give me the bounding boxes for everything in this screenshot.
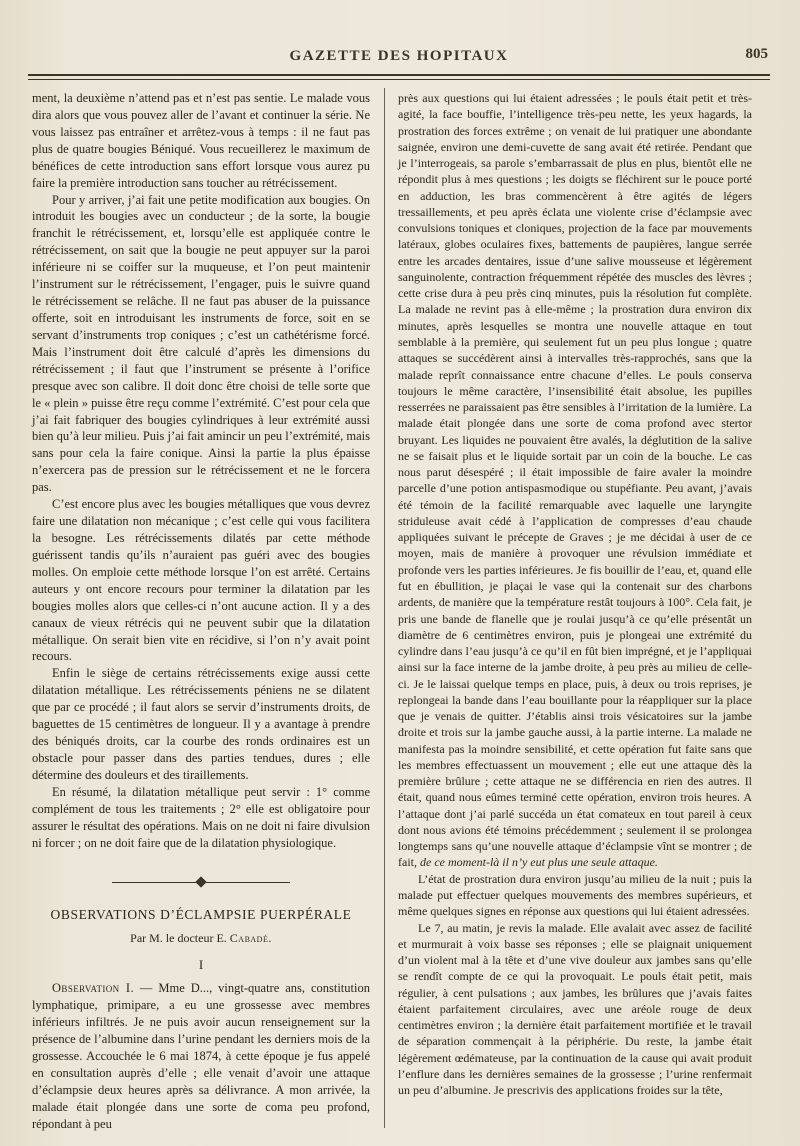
running-title: GAZETTE DES HOPITAUX [289,48,509,64]
right-paragraph-2: L’état de prostration dura environ jusqu’au milieu de la nuit ; puis la malade put effectuer quelques mouvements des membres supérieurs, et même quelques signes en réponse aux questions qui lui étaient adressées. [398,871,752,919]
left-paragraph-4: Enfin le siège de certains rétrécissements exige aussi cette dilatation métallique. Les rétrécissements péniens ne se dilatent que par ce procédé ; il faut alors se servir d’instruments droits, de baguettes de 15 centimètres de longueur. Il y a avantage à prendre des béniqués droits, car la courbe des ronds ordinaires est un obstacle pour passer dans des parties tendues, dures ; elle détermine des douleurs et des tiraillements. [32,666,370,782]
left-paragraph-3: C’est encore plus avec les bougies métalliques que vous devrez faire une dilatation non mécanique ; c’est celle qui vous facilitera la besogne. Les rétrécissements dilatés par cette méthode guérissent tandis qu’ils n’auraient pas guéri avec des bougies molles. On emploie cette méthode lorsque l’on est arrêté. Certains auteurs y ont encore recours pour terminer la dilatation par les bougies molles alors que celles-ci n’ont aucune action. Il y a des canaux de vieux rétrécis qui ne peuvent subir que la dilatation métallique. On serait bien vite en récidive, si l’on n’y avait point recours. [32,497,370,664]
section-title: OBSERVATIONS D’ÉCLAMPSIE PUERPÉRALE [50,907,352,923]
left-column [32,90,370,1133]
byline-author: Cabadé. [229,931,272,946]
right-paragraph-1-italic: de ce moment-là il n’y eut plus une seule attaque. [420,855,658,870]
left-paragraph-5: En résumé, la dilatation métallique peut servir : 1° comme complément de tous les traitements ; 2° elle est obligatoire pour assurer le résultat des opérations. Mais on ne doit ni faire divulsion ni forcer ; on ne doit faire que de la dilatation physiologique. [32,784,370,850]
byline-prefix: Par M. le docteur E. [130,931,227,946]
right-paragraph-1-text: près aux questions qui lui étaient adressées ; le pouls était petit et très-agité, la face bouffie, l’intelligence très-peu nette, les yeux hagards, la prostration des forces extrême ; on venait de lui pratiquer une abondante saignée, environ une demi-cuvette de sang avait été retirée. Pendant que je l’interrogeais, sa parole s’embarrassait de plus en plus, bientôt elle ne répondit plus à mes questions ; les doigts se fléchirent sur le pouce porté en adduction, les bras commencèrent à être agités de légers tressaillements, et peu après éclata une violente crise d’éclampsie avec convulsions toniques et cloniques, projection de la face par mouvements latéraux, globes oculaires fixes, battements de paupières, langue serrée entre les arcades dentaires, issue d’une salive mousseuse et légèrement sanguinolente, contraction fréquemment répétée des muscles des lèvres ; cette crise dura à peu près cinq minutes, puis la résolution fut complète. La malade ne revint pas à elle-même ; la prostration dura environ dix minutes, après lesquelles se montra une nouvelle attaque en tout semblable à la première, qui seulement fut un peu plus longue ; quatre attaques se succédèrent ainsi à intervalles très-rapprochés, sans que la malade reprît connaissance entre chacune d’elles. Le pouls conserva toujours le même caractère, l’insensibilité était absolue, les pupilles resserrées ne paraissaient pas être sensibles à l’irritation de la lumière. La malade était plongée dans une sorte de coma profond avec stertor bruyant. Les liquides ne pouvaient être avalés, la déglutition de la salive ne se faisait plus et le liquide sortait par un coin de la bouche. Le cas nous parut désespéré ; il était impossible de faire avaler la moindre parcelle d’une potion antispasmodique ou stupéfiante. Peu avant, j’avais été témoin de la facilité remarquable avec laquelle une laryngite striduleuse avait cédé à l’application de compresses d’eau chaude appliquées suivant le précepte de Graves ; je me décidai à user de ce moyen, mais de manière à provoquer une révulsion immédiate et profonde vers les parties inférieures. Je fis bouillir de l’eau, et, quand elle fut en ébullition, je plaçai le vase qui la contenait sur des charbons ardents, de manière que la température restât toujours à 100°. Cela fait, je pris une bande de flanelle que je roulai jusqu’à ce qu’elle présentât un diamètre de 6 centimètres environ, puis je plongeai une extrémité du cylindre dans l’eau jusqu’à ce qu’il en fût bien imprégné, et je l’appliquai ainsi sur la face interne de la jambe droite, à peu près au milieu de celle-ci. Je le laissai quelque temps en place, puis, à deux ou trois reprises, je replongeai la bande dans l’eau bouillante pour la réappliquer sur la place que je venais de quitter. J’établis ainsi trois vésicatoires sur la jambe droite et trois sur la jambe gauche aussi, à la partie interne. La malade ne manifesta pas la moindre sensibilité, et cette opération fut faite sans que les membres effectuassent un mouvement ; elle eut une attaque dès la première brûlure ; cette attaque ne se différencia en rien des autres. Il était, quand nous eûmes terminé cette opération, environ trois heures. A l’attaque dont j’ai parlé succéda un état comateux en tout pareil à ceux dont nous avions été témoins précédemment ; seulement il se prolongea longtemps sans qu’une nouvelle attaque d’éclampsie vînt se montrer ; de fait, [398,91,752,870]
observation-label: Observation I. [52,981,134,996]
observation-number: I [198,957,204,973]
page-header [28,46,770,68]
byline [32,930,370,947]
header-rule [28,74,770,76]
right-column [398,90,752,1098]
right-paragraph-1 [398,90,752,871]
right-paragraph-3: Le 7, au matin, je revis la malade. Elle avalait avec assez de facilité et murmurait à voix basse ses réponses ; elle se plaignait uniquement d’un violent mal à la tête et d’une vive douleur aux jambes sans qu’elle se rendît compte de ce qui la provoquait. Le pouls était petit, mais régulier, à cent pulsations ; aux jambes, les brûlures que j’avais faites étaient parfaitement circulaires, avec une aréole rouge de deux centimètres environ ; la dernière était parfaitement mortifiée et le travail de séparation commençait à la périphérie. Du reste, la jambe était légèrement œdémateuse, par la continuation de la cause qui avait produit l’enflure dans les dernières semaines de la grossesse ; l’urine renfermait un peu d’albumine. Je prescrivis des applications froides sur la tête, [398,920,752,1098]
header-rule-thin [28,79,770,80]
observation-text: — Mme D..., vingt-quatre ans, constitution lymphatique, primipare, a eu une grossesse avec membres inférieurs infiltrés. Je ne puis avoir aucun renseignement sur la présence de l’albumine dans l’urine pendant les derniers mois de la grossesse. Accouchée le 6 mai 1874, à cette époque je fus appelé en consultation auprès d’elle ; elle venait d’avoir une attaque d’éclampsie deux heures après sa délivrance. A mon arrivée, la malade était plongée dans une sorte de coma peu profond, répondant à peu [32,981,370,1131]
column-divider [384,88,385,1128]
page-number: 805 [745,46,768,62]
observation-paragraph [32,980,370,1132]
left-paragraph-2: Pour y arriver, j’ai fait une petite modification aux bougies. On introduit les bougies avec un conducteur ; de la sorte, la bougie franchit le rétrécissement, et, lorsqu’elle est appliquée contre le rétrécissement, on sait que la bougie ne peut appuyer sur la paroi inférieure ni se coiffer sur la muqueuse, et l’on peut maintenir l’instrument sur le rétrécissement, l’engager, puis le suivre quand le rétrécissement se relâche. Il ne faut pas abuser de la puissance offerte, soit en introduisant les instruments de force, soit en se servant d’instruments trop coniques ; c’est un cathétérisme forcé. Mais l’instrument doit être calculé d’après les dimensions du rétrécissement ; il faut que l’instrument se présente à l’orifice presque avec son calibre. Il doit donc être choisi de telle sorte que le « plein » puisse être reçu comme l’extrémité. C’est pour cela que j’ai fait fabriquer des bougies cylindriques à leur extrémité aussi bien qu’à leur milieu. Puis j’ai fait amincir un peu l’extrémité, mais sans pour cela la faire conique. Ainsi la partie la plus épaisse n’exercera pas de pression sur le rétrécissement et ne le forcera pas. [32,192,370,495]
section-ornament [32,877,370,887]
left-paragraph-1: ment, la deuxième n’attend pas et n’est pas sentie. Le malade vous dira alors que vous pouvez aller de l’avant et continuer la série. Ne vous laissez pas entraîner et arrêtez-vous à temps : il ne faut pas plus de quatre bougies Béniqué. Vous recueillerez le maximum de bénéfices de cette introduction sans effort lorsque vous aurez pu faire la première introduction sans toucher au rétrécissement. [32,91,370,190]
